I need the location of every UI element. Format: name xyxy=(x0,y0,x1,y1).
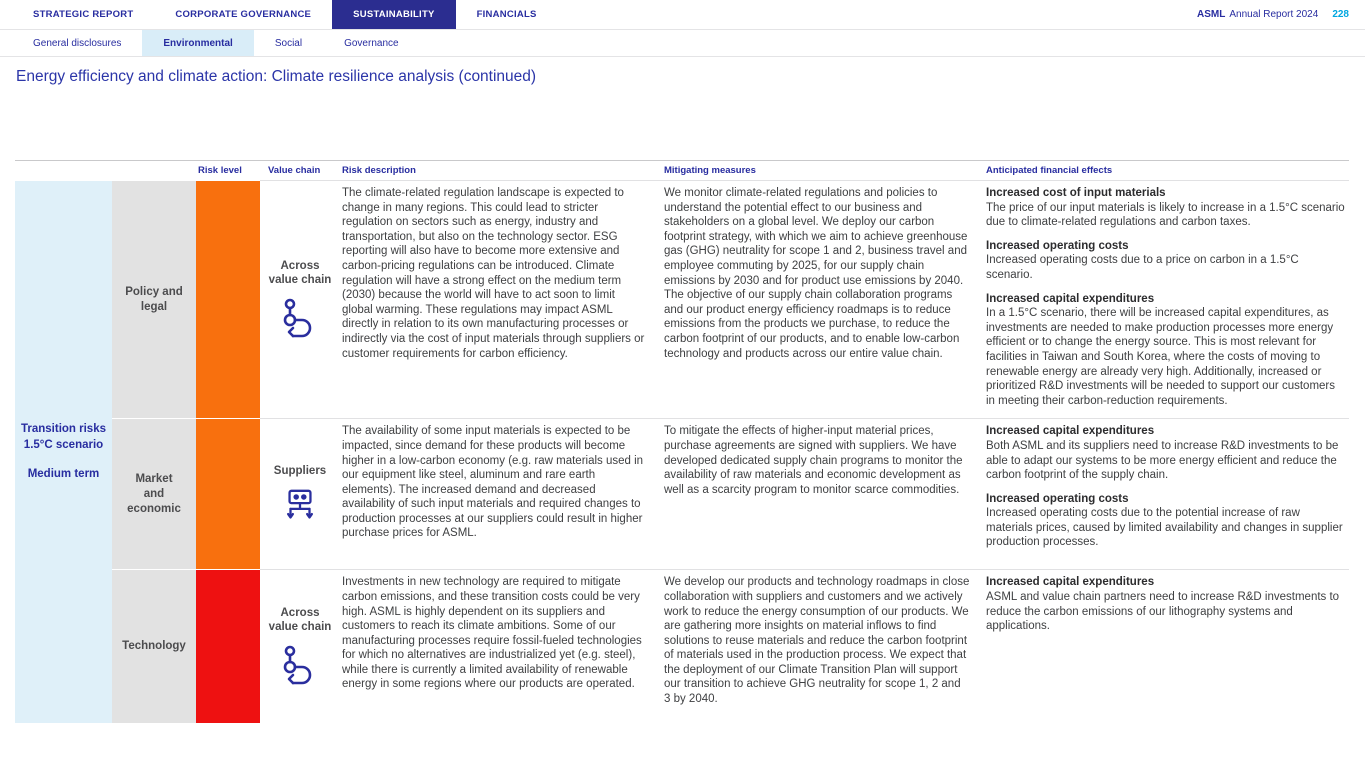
category-cell-policy-and-legal: Policy and legal xyxy=(112,180,196,418)
value-chain-label: Across value chain xyxy=(268,259,332,287)
risk-level-bar xyxy=(196,569,260,723)
financial-effect-block xyxy=(986,292,1345,409)
risk-level-bar xyxy=(196,180,260,418)
financial-effect-text: Both ASML and its suppliers need to increase R&D investments to be able to adapt our systems to be more energy efficient and reduce the carbon footprint of the supply chain. xyxy=(986,439,1339,482)
value-chain-cell xyxy=(260,180,340,418)
financial-effect-block xyxy=(986,492,1345,550)
financial-effect-title: Increased capital expenditures xyxy=(986,576,1155,589)
financial-effect-text: The price of our input materials is likely to increase in a 1.5°C scenario due to climate-related regulations and carbon taxes. xyxy=(986,201,1345,229)
financial-effect-title: Increased capital expenditures xyxy=(986,292,1155,305)
scenario-label: 1.5°C scenario xyxy=(23,438,104,451)
mitigating-measures-cell: We monitor climate-related regulations and policies to understand the potential effect to our business and stakeholders on a global level. We deploy our carbon footprint strategy, with which we aim to achieve greenhouse gas (GHG) neutrality for scope 1 and 2, business travel and employee commuting by 2025, for our supply chain emissions by 2030 and for product use emissions by 2040. The objective of our supply chain collaboration programs and our product energy efficiency roadmaps is to reduce emissions from the products we purchase, to reduce the carbon footprint of our products, and to enable low-carbon technology and products across our entire value chain. xyxy=(662,180,984,418)
subnav-general-disclosures[interactable]: General disclosures xyxy=(33,37,122,49)
financial-effect-block xyxy=(986,575,1345,633)
table-header-risk-level: Risk level xyxy=(196,160,260,180)
financial-effect-block xyxy=(986,186,1345,230)
financial-effects-cell xyxy=(984,180,1349,418)
table-header-financial-effects: Anticipated financial effects xyxy=(984,160,1349,180)
page-number: 228 xyxy=(1332,9,1349,20)
risk-level-bar xyxy=(196,418,260,569)
value-chain-label: Across value chain xyxy=(268,606,332,634)
table-header-value-chain: Value chain xyxy=(260,160,340,180)
suppliers-icon xyxy=(281,487,319,525)
across-value-chain-icon xyxy=(281,297,319,341)
financial-effect-title: Increased operating costs xyxy=(986,492,1129,505)
risk-description-cell: The availability of some input materials is expected to be impacted, since demand for these products will become higher in a low-carbon economy (e.g. raw materials used in our equipment like steel, aluminum and rare earth elements). The increased demand and decreased availability of such input materials and required changes to production processes at our suppliers could result in higher purchase prices for ASML. xyxy=(340,418,662,569)
financial-effect-text: ASML and value chain partners need to increase R&D investments to reduce the carbon emissions of our lithography systems and applications. xyxy=(986,590,1340,633)
subnav-social[interactable]: Social xyxy=(274,37,303,49)
financial-effect-title: Increased cost of input materials xyxy=(986,187,1166,199)
scenario-cell xyxy=(15,180,112,723)
value-chain-label: Suppliers xyxy=(273,464,327,477)
tab-strategic-report[interactable]: STRATEGIC REPORT xyxy=(33,9,134,20)
tab-sustainability[interactable]: SUSTAINABILITY xyxy=(332,0,455,29)
financial-effect-text: Increased operating costs due to the potential increase of raw materials prices, caused by limited availability and changes in supplier production processes. xyxy=(986,507,1343,549)
tab-financials[interactable]: FINANCIALS xyxy=(476,9,537,20)
climate-risk-table xyxy=(15,160,1349,723)
page-title: Energy efficiency and climate action: Climate resilience analysis (continued) xyxy=(16,68,537,85)
financial-effect-block xyxy=(986,239,1345,283)
scenario-risk-type: Transition risks xyxy=(20,423,106,436)
tab-corporate-governance[interactable]: CORPORATE GOVERNANCE xyxy=(175,9,312,20)
financial-effect-title: Increased operating costs xyxy=(986,239,1129,252)
report-title: Annual Report 2024 xyxy=(1229,9,1319,20)
category-cell-market-and-economic: Market and economic xyxy=(112,418,196,569)
subnav-environmental[interactable]: Environmental xyxy=(142,30,253,56)
report-brand: ASML xyxy=(1197,9,1226,20)
subnav-governance[interactable]: Governance xyxy=(344,37,399,49)
top-nav-tabs xyxy=(12,0,558,29)
mitigating-measures-cell: To mitigate the effects of higher-input material prices, purchase agreements are signed with suppliers. We have developed dedicated supply chain programs to monitor the availability of raw materials and economic development as well as a scarcity program to monitor scarce commodities. xyxy=(662,418,984,569)
financial-effect-block xyxy=(986,424,1345,482)
risk-description-cell: The climate-related regulation landscape is expected to change in many regions. This could lead to stricter regulation on sectors such as energy, industry and transportation, but also on the technology sector. ESG reporting will also have to become more extensive and carbon-pricing regulations can be introduced. Climate regulation will have a strong effect on the medium term (2030) because the world will have to act soon to limit global warming. These regulations may impact ASML directly in relation to its own manufacturing processes or indirectly via the cost of input materials through suppliers or customer requirements for carbon efficiency. xyxy=(340,180,662,418)
financial-effect-text: Increased operating costs due to a price on carbon in a 1.5°C scenario. xyxy=(986,254,1299,281)
mitigating-measures-cell: We develop our products and technology roadmaps in close collaboration with suppliers and customers and we actively work to reduce the energy consumption of our products. We are gathering more insights on material inflows to find solutions to reuse materials and reduce the carbon footprint of materials used in the production process. We expect that the deployment of our Climate Transition Plan will support our transition to achieve GHG neutrality for scope 1, 2 and 3 by 2040. xyxy=(662,569,984,723)
financial-effects-cell xyxy=(984,569,1349,723)
scenario-term: Medium term xyxy=(27,467,100,480)
report-meta xyxy=(1197,0,1349,29)
value-chain-cell xyxy=(260,569,340,723)
risk-description-cell: Investments in new technology are required to mitigate carbon emissions, and these transition costs could be very high. ASML is highly dependent on its suppliers and customers to reach its climate ambitions. Some of our manufacturing processes require fossil-fueled technologies for which no alternatives are industrialized yet (e.g. steel), while there is currently a limited availability of renewable energy in some regions where our products are operated. xyxy=(340,569,662,723)
category-cell-technology: Technology xyxy=(112,569,196,723)
table-header-risk-description: Risk description xyxy=(340,160,662,180)
financial-effect-title: Increased capital expenditures xyxy=(986,425,1155,438)
sub-nav xyxy=(0,30,1365,57)
value-chain-cell xyxy=(260,418,340,569)
across-value-chain-icon xyxy=(281,644,319,688)
financial-effects-cell xyxy=(984,418,1349,569)
top-nav xyxy=(0,0,1365,30)
table-header-empty xyxy=(15,160,196,180)
financial-effect-text: In a 1.5°C scenario, there will be increased capital expenditures, as investments are needed to make production processes more energy efficient or to change the energy source. This is most relevant for facilities in Taiwan and South Korea, where the costs of moving to renewable energy are already very high. Additionally, increased or prioritized R&D investments will be needed to support our customers in meeting their carbon-reduction requirements. xyxy=(986,307,1335,407)
table-header-mitigating-measures: Mitigating measures xyxy=(662,160,984,180)
